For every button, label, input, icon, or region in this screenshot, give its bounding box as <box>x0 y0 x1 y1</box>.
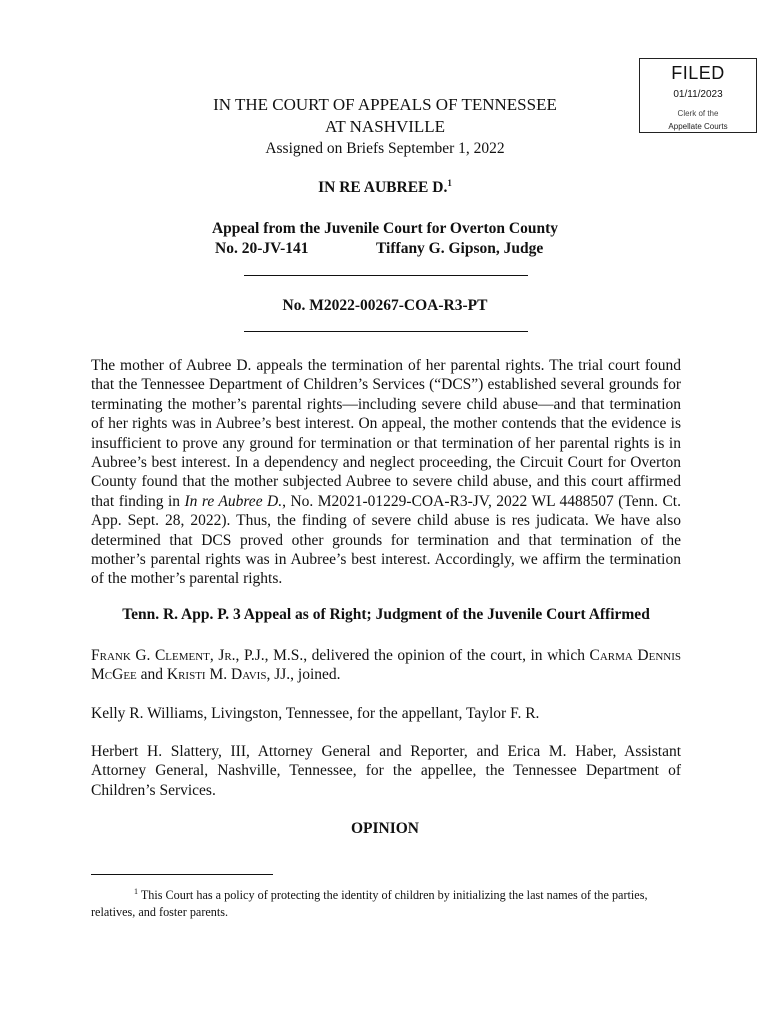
summary-text-1: The mother of Aubree D. appeals the termination of her parental rights. The trial court found that the Tennessee Department of Children’s Services (“DCS”) established several grounds for terminating the mother’s parental rights—including severe child abuse—and that termination of her rights was in Aubree’s best interest. On appeal, the mother contends that the evidence is insufficient to prove any ground for termination or that termination of her parental rights is in Aubree’s best interest. In a dependency and neglect proceeding, the Circuit Court for Overton County found that the mother subjected Aubree to severe child abuse, and this court affirmed that finding in <box>91 357 681 510</box>
authors-end: , JJ., joined. <box>266 666 341 684</box>
author-name: Frank G. Clement, Jr., P.J., M.S. <box>91 647 304 664</box>
case-title <box>0 178 770 197</box>
authors-paragraph <box>91 646 681 685</box>
joining-judge-1: Carma Dennis McGee <box>91 647 681 684</box>
divider-rule <box>244 275 528 276</box>
clerk-line: Clerk of the <box>677 109 719 118</box>
holding-line: Tenn. R. App. P. 3 Appeal as of Right; Judgment of the Juvenile Court Affirmed <box>122 606 650 623</box>
case-title-text: IN RE AUBREE D. <box>318 179 448 197</box>
appellate-courts-line: Appellate Courts <box>668 122 728 131</box>
footnote-text: This Court has a policy of protecting the identity of children by initializing the last names of the parties, relatives, and foster parents. <box>91 888 648 920</box>
footnote-rule <box>91 874 273 875</box>
appeal-docket: No. M2022-00267-COA-R3-PT <box>282 297 488 314</box>
footnote-marker: 1 <box>447 178 452 188</box>
joining-judge-2: Kristi M. Davis <box>166 666 267 684</box>
filed-label: FILED <box>671 63 725 83</box>
appeal-from: Appeal from the Juvenile Court for Overton County <box>211 220 558 237</box>
filed-date: 01/11/2023 <box>673 89 723 100</box>
summary-paragraph <box>91 356 681 589</box>
footnote <box>91 883 681 921</box>
opinion-heading: OPINION <box>350 820 420 837</box>
authors-text: , delivered the opinion of the court, in which <box>303 647 590 664</box>
appellant-counsel: Kelly R. Williams, Livingston, Tennessee, for the appellant, Taylor F. R. <box>91 705 540 722</box>
case-citation: In re Aubree D. <box>184 492 283 510</box>
assigned-date: Assigned on Briefs September 1, 2022 <box>265 140 505 157</box>
summary-text-2: , No. M2021-01229-COA-R3-JV, 2022 WL 4488507 (Tenn. Ct. App. Sept. 28, 2022). Thus, the finding of severe child abuse is res judicata. We have also determined that DCS proved other grounds for termination and that termination of the mother’s parental rights was in Aubree’s best interest. Accordingly, we affirm the termination of the mother’s parental rights. <box>91 492 681 588</box>
court-location: AT NASHVILLE <box>324 117 446 136</box>
authors-and: and <box>136 666 167 684</box>
footnote-number: 1 <box>134 887 138 896</box>
trial-judge: Tiffany G. Gipson, Judge <box>376 240 544 257</box>
trial-docket: No. 20-JV-141 <box>215 240 309 257</box>
court-name: IN THE COURT OF APPEALS OF TENNESSEE <box>213 95 557 114</box>
divider-rule <box>244 331 528 332</box>
appellee-counsel: Herbert H. Slattery, III, Attorney General and Reporter, and Erica M. Haber, Assistant Attorney General, Nashville, Tennessee, for the appellee, the Tennessee Department of Children’s Services. <box>91 743 681 799</box>
